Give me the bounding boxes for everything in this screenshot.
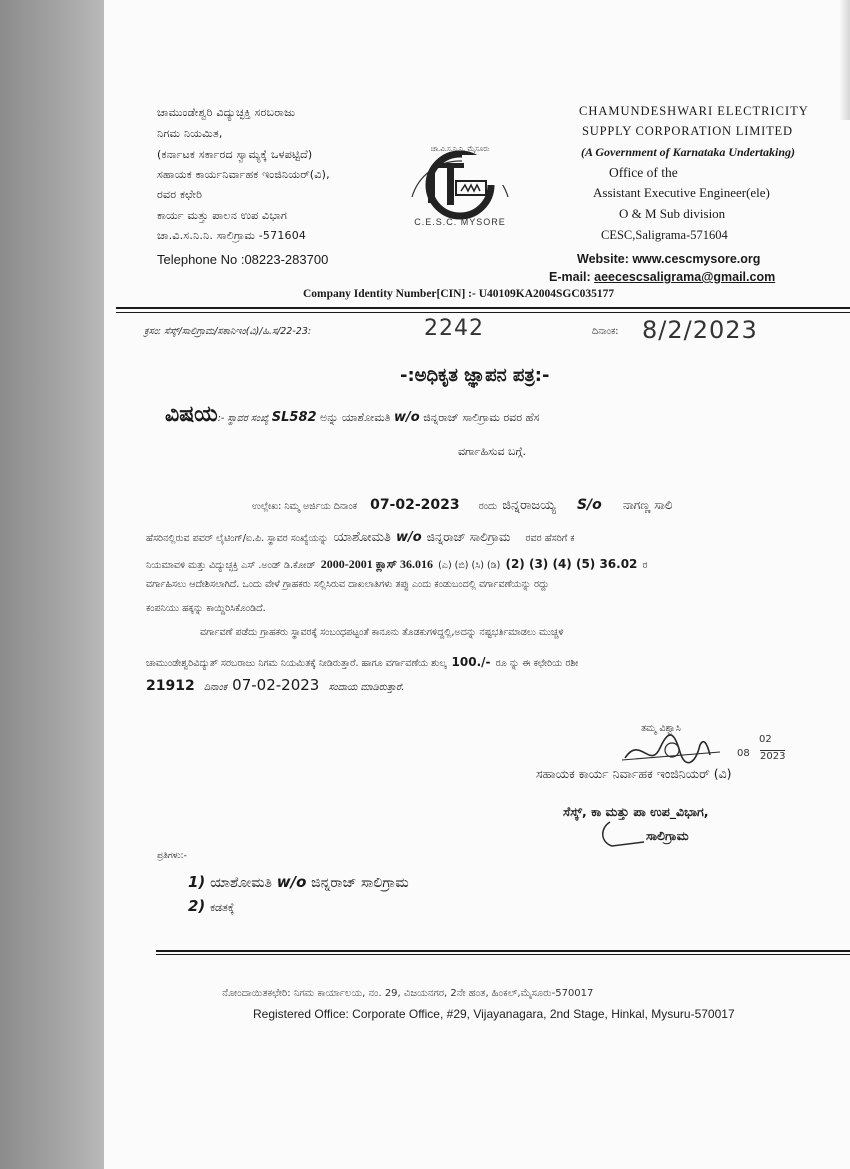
cesc-logo <box>392 137 528 227</box>
header-website: Website: www.cescmysore.org <box>577 252 761 266</box>
header-english-line-7: CESC,Saligrama-571604 <box>601 228 728 242</box>
subject-sl-number: SL582 <box>271 410 317 425</box>
signatory-office: ಸೆಸ್ಕ್, ಕಾ ಮತ್ತು ಪಾ ಉಪ_ವಿಭಾಗ, <box>563 804 709 819</box>
subject-text-2: ಅನ್ನು ಯಾಶೋಮತಿ <box>316 411 394 424</box>
p1-l2-text: ಹೆಸರಿನಲ್ಲಿರುವ ಪವರ್ ಲೈಟಿಂಗ್/ಐ.ಪಿ. ಸ್ಥಾವರ ಸಂಖ್ಯೆಯನ್ನು <box>146 533 329 544</box>
paragraph-1-line-2 <box>146 526 575 545</box>
header-english-line-6: O & M Sub division <box>619 206 726 221</box>
copies-label: ಪ್ರತಿಗಳು:- <box>157 851 187 861</box>
header-kannada-line-1: ಚಾಮುಂಡೇಶ್ವರಿ ವಿದ್ಯುಚ್ಛಕ್ತಿ ಸರಬರಾಜು <box>157 106 296 119</box>
signatory-designation: ಸಹಾಯಕ ಕಾರ್ಯ ನಿರ್ವಾಹಕ ಇಂಜಿನಿಯರ್ (ವಿ) <box>536 766 732 781</box>
header-kannada-line-2: ನಿಗಮ ನಿಯಮಿತ, <box>157 127 223 140</box>
applicant-name: ಜಿನ್ನರಾಜಯ್ಯ <box>502 498 556 513</box>
footer-english-address: Registered Office: Corporate Office, #29, Vijayanagara, 2nd Stage, Hinkal, Mysuru-570017 <box>253 1007 735 1021</box>
father-name: ನಾಗಣ್ಣ ಸಾಲಿ <box>622 498 673 512</box>
scan-edge-shadow <box>0 0 104 1169</box>
header-english-line-4: Office of the <box>609 165 678 180</box>
paragraph-2-line-1: ವರ್ಗಾವಣೆ ಪಡೆದು ಗ್ರಾಹಕರು ಸ್ಥಾವರಕ್ಕೆ ಸಂಬಂಧಪಟ್ಟಂತೆ ಕಾನೂನು ತೊಡಕುಗಳಿದ್ದಲ್ಲಿ,ಅದನ್ನು ನಷ್ಟಭರ್ತಿಮಾಡಲು ಮುಚ್ಚಳಿ <box>200 627 564 638</box>
header-english-line-2: SUPPLY CORPORATION LIMITED <box>582 124 793 138</box>
header-email-label: E-mail: <box>549 270 595 284</box>
signature-date-day: 08 <box>737 748 750 759</box>
signature-date-year: 2023 <box>760 751 786 762</box>
logo-top-text: ಚಾ.ವಿ.ಸ.ನಿ.ನಿ. ಮೈಸೂರು <box>430 145 490 153</box>
p2-l3-dinanka: ದಿನಾಂಕ <box>203 682 228 693</box>
header-telephone: Telephone No :08223-283700 <box>157 252 329 267</box>
p1-l2-wo: w/o <box>396 530 422 545</box>
reference-date: 8/2/2023 <box>642 316 758 344</box>
paragraph-2-line-3 <box>146 675 404 694</box>
header-kannada-line-7: ಚಾ.ವಿ.ಸ.ನಿ.ನಿ. ಸಾಲಿಗ್ರಾಮ -571604 <box>157 229 307 242</box>
subject-label: ವಿಷಯ <box>165 402 218 427</box>
header-english-line-5: Assistant Executive Engineer(ele) <box>593 185 770 200</box>
header-rule-top <box>116 307 850 309</box>
reference-date-label: ದಿನಾಂಕ: <box>592 326 619 337</box>
receipt-number: 21912 <box>146 678 195 694</box>
footer-kannada-address: ನೋಂದಾಯಿತಕಛೇರಿ: ನಿಗಮ ಕಾರ್ಯಾಲಯ, ನಂ. 29, ವಿಜಯನಗರ, 2ನೇ ಹಂತ, ಹಿಂಕಲ್,ಮೈಸೂರು-570017 <box>222 988 594 999</box>
memo-title: -:ಅಧಿಕೃತ ಜ್ಞಾಪನ ಪತ್ರ:- <box>400 365 550 386</box>
subject-line-2: ವರ್ಗಾಹಿಸುವ ಬಗ್ಗೆ. <box>458 445 527 458</box>
header-english-line-3: (A Government of Karnataka Undertaking) <box>581 145 796 159</box>
copy-item-1-name: ಯಾಶೋಮತಿ <box>210 875 272 891</box>
subject-line-1 <box>165 402 539 427</box>
place-bracket-mark <box>598 820 648 850</box>
p1-l3-text: ನಿಯಮಾವಳಿ ಮತ್ತು ವಿದ್ಯುಚ್ಛಕ್ತಿ ಎಸ್ .ಅಂಡ್ ಡಿ.ಕೋಡ್ <box>146 560 316 571</box>
so-text: S/o <box>576 497 602 513</box>
footer-rule-bottom <box>156 954 850 955</box>
signature-date-top: 02 <box>759 734 772 745</box>
application-date: 07-02-2023 <box>370 497 460 513</box>
copy-item-2-number: 2) <box>188 897 206 915</box>
copy-item-1 <box>188 873 409 891</box>
copy-item-1-husband: ಜಿನ್ನರಾಜ್ ಸಾಲಿಗ್ರಾಮ <box>311 875 409 891</box>
p2-l2-text: ಚಾಮುಂಡೇಶ್ವರಿವಿದ್ಯುತ್ ಸರಬರಾಜು ನಿಗಮ ನಿಯಮಿತಕ್ಕೆ ನೀಡಿರುತ್ತಾರೆ. ಹಾಗೂ ವರ್ಗಾವಣೆಯ ಶುಲ್ಕ <box>146 658 447 669</box>
header-kannada-line-6: ಕಾರ್ಯ ಮತ್ತು ಪಾಲನ ಉಪ ವಿಭಾಗ <box>157 209 288 222</box>
copy-item-2-text: ಕಡತಕ್ಕೆ <box>210 901 235 914</box>
paragraph-1-line-3 <box>146 553 648 572</box>
reference-number: 2242 <box>424 316 484 341</box>
subject-text-1: :- ಸ್ಥಾವರ ಸಂಖ್ಯೆ <box>217 413 272 424</box>
subject-text-3: ಜಿನ್ನರಾಜ್ ಸಾಲಿಗ್ರಾಮ ರವರ ಹೆಸ <box>419 411 540 424</box>
p1-l3-mid: (ಎ) (ಬಿ) (ಸಿ) (ಡಿ) <box>438 560 501 571</box>
code-clause: 2000-2001 ಕ್ಲಾಸ್ 36.016 <box>320 557 434 571</box>
paragraph-2-line-2 <box>146 651 578 670</box>
paragraph-1-line-1 <box>252 494 673 513</box>
subject-wo: w/o <box>394 410 420 425</box>
header-cin: Company Identity Number[CIN] :- U40109KA2004SGC035177 <box>303 288 615 300</box>
copy-item-1-wo: w/o <box>276 873 307 891</box>
paragraph-1-line-4: ವರ್ಗಾಹಿಸಲು ಆದೇಶಿಸಲಾಗಿದೆ. ಒಂದು ವೇಳೆ ಗ್ರಾಹಕರು ಸಲ್ಲಿಸಿರುವ ದಾಖಲಾತಿಗಳು ತಪ್ಪು ಎಂದು ಕಂಡುಬಂದಲ್ಲಿ ವರ್ಗಾವಣೆಯನ್ನು ರದ್ದು <box>146 579 550 590</box>
signatory-place: ಸಾಲಿಗ್ರಾಮ <box>646 828 689 843</box>
scan-edge-shadow-right <box>840 0 850 120</box>
header-kannada-line-5: ರವರ ಕಛೇರಿ <box>157 188 203 201</box>
copy-item-1-number: 1) <box>188 873 206 891</box>
signature-scribble <box>620 730 735 770</box>
p2-l3-post: ಸಂದಾಯ ಮಾಡಿರುತ್ತಾರೆ. <box>328 682 405 693</box>
p2-l2-post: ರೂ ನ್ನು ಈ ಕಛೇರಿಯ ರಶೀ <box>495 658 579 669</box>
transferee-name: ಯಾಶೋಮತಿ <box>333 530 391 545</box>
header-kannada-line-4: ಸಹಾಯಕ ಕಾರ್ಯನಿರ್ವಾಹಕ ಇಂಜಿನಿಯರ್(ವಿ), <box>157 168 330 181</box>
transfer-fee: 100./- <box>451 655 491 669</box>
paragraph-1-line-5: ಕಂಪನಿಯು ಹಕ್ಕನ್ನು ಕಾಯ್ದಿರಿಸಿಕೊಂಡಿದೆ. <box>146 603 266 614</box>
header-email: aeecescsaligrama@gmail.com <box>594 270 776 284</box>
p1-l2-post: ರವರ ಹೆಸರಿಗೆ ಕ <box>525 533 575 544</box>
header-english-line-1: CHAMUNDESHWARI ELECTRICITY <box>579 104 809 118</box>
header-rule-bottom <box>116 312 850 313</box>
reference-text: ಉಲ್ಲೇಖ: ನಿಮ್ಮ ಅರ್ಜಿಯ ದಿನಾಂಕ <box>252 501 357 512</box>
rondu-text: ರಂದು <box>478 501 498 512</box>
header-email-row <box>549 270 775 284</box>
signature-yours-faithfully: ತಮ್ಮ ವಿಶ್ವಾಸಿ <box>641 723 681 734</box>
footer-rule-top <box>156 950 850 952</box>
receipt-date: 07-02-2023 <box>232 676 320 694</box>
reference-prefix: ಕ್ರಸಂ: ಸೆಸ್ಕ್/ಸಾಲಿಗ್ರಾಮ/ಸಕಾನಿಇಂ(ವಿ)/ಹಿ.ಸ/22-23: <box>144 326 312 337</box>
header-kannada-line-3: (ಕರ್ನಾಟಕ ಸರ್ಕಾರದ ಸ್ವಾಮ್ಯಕ್ಕೆ ಒಳಪಟ್ಟಿದೆ) <box>157 148 313 161</box>
p1-l3-post: ರ <box>642 560 648 571</box>
logo-text: C.E.S.C. MYSORE <box>414 217 506 227</box>
copy-item-2 <box>188 897 234 915</box>
p1-l3-nums: (2) (3) (4) (5) 36.02 <box>505 557 638 571</box>
transferee-husband: ಜಿನ್ನರಾಜ್ ಸಾಲಿಗ್ರಾಮ <box>426 530 511 544</box>
